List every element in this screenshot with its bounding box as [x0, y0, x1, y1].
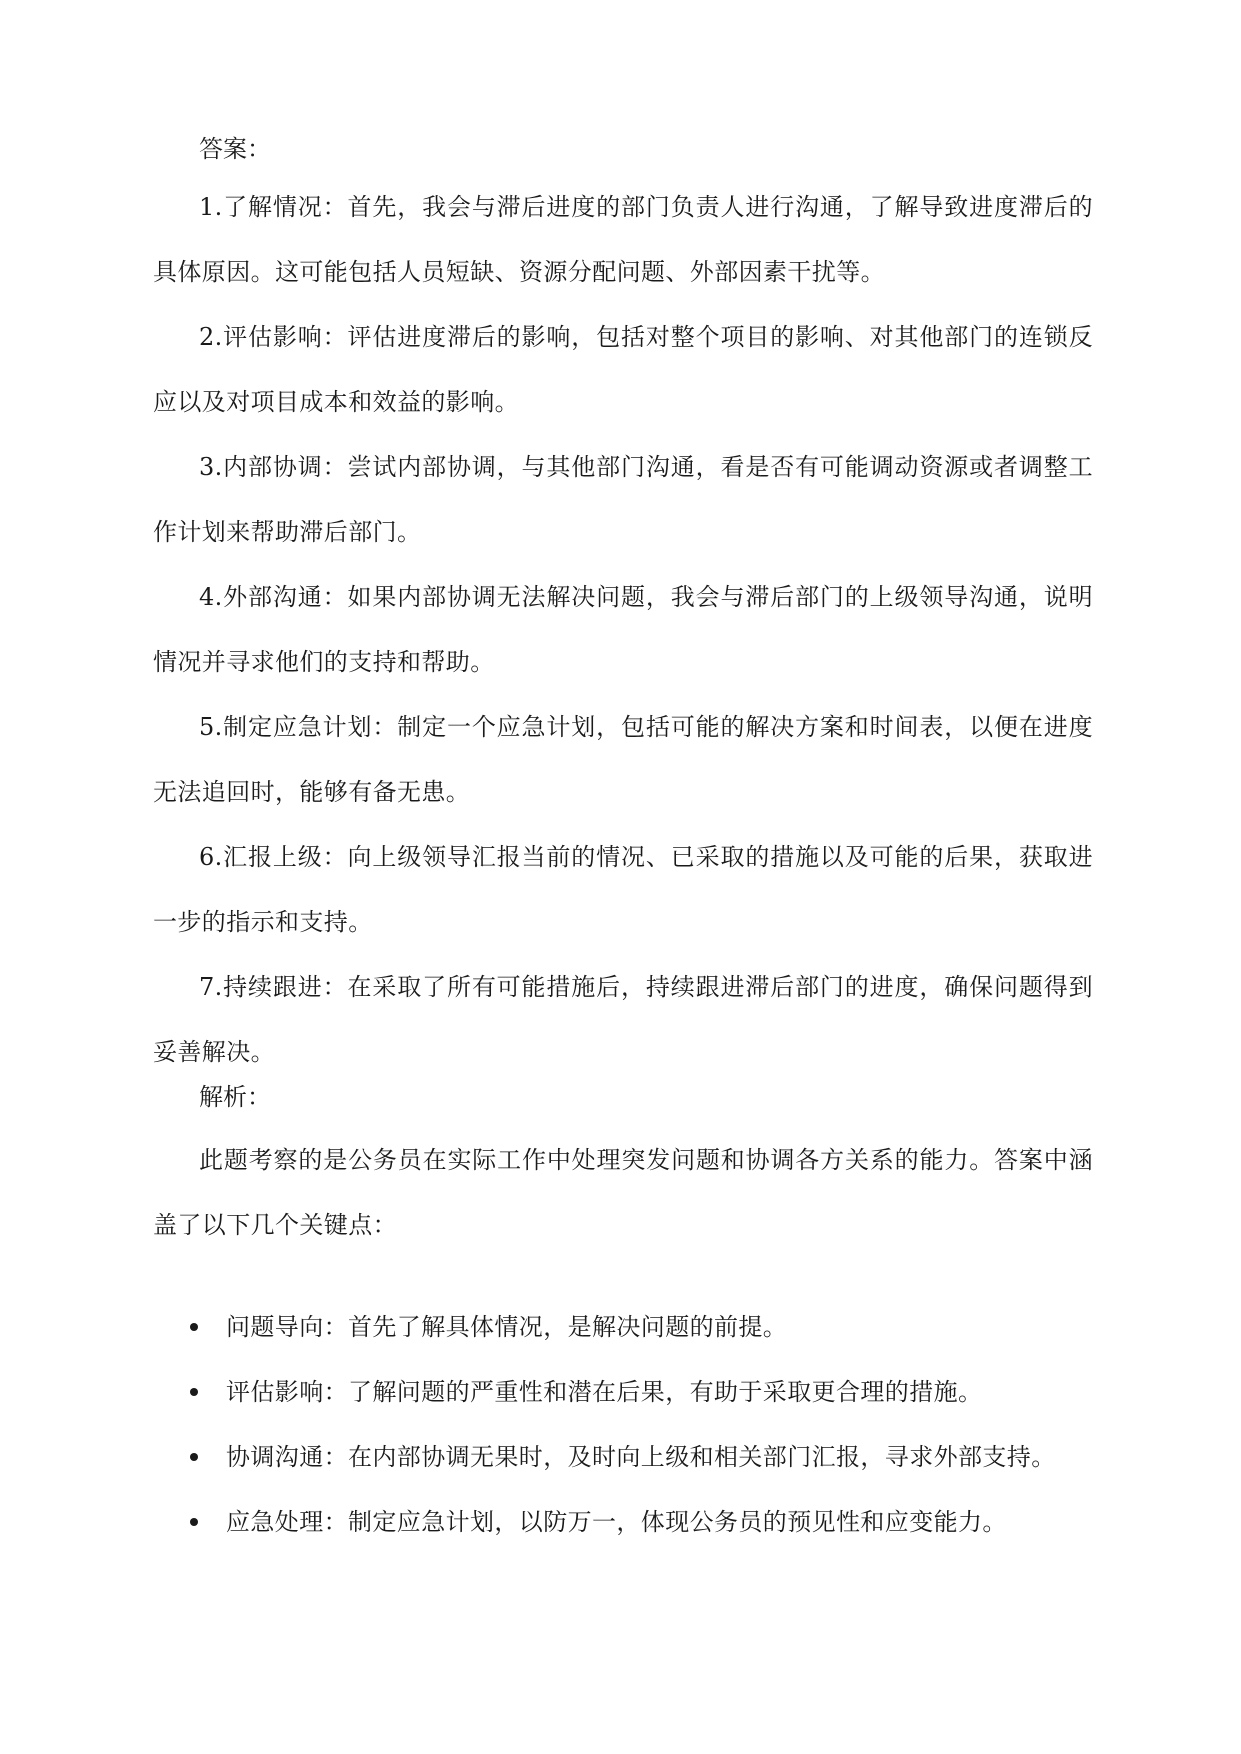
- answer-heading: 答案：: [199, 135, 271, 163]
- answer-step-6: 6.汇报上级：向上级领导汇报当前的情况、已采取的措施以及可能的后果，获取进一步的指示和支持。: [153, 843, 1093, 936]
- bullet-text: 评估影响：了解问题的严重性和潜在后果，有助于采取更合理的措施。: [226, 1378, 983, 1406]
- answer-step-1: 1.了解情况：首先，我会与滞后进度的部门负责人进行沟通，了解导致进度滞后的具体原因。这可能包括人员短缺、资源分配问题、外部因素干扰等。: [153, 193, 1093, 286]
- analysis-bullet-list: [153, 1312, 1093, 1572]
- answer-step-4: 4.外部沟通：如果内部协调无法解决问题，我会与滞后部门的上级领导沟通，说明情况并寻求他们的支持和帮助。: [153, 583, 1093, 676]
- list-item: [153, 1442, 1093, 1507]
- bullet-icon: [190, 1323, 198, 1331]
- list-item: [153, 1507, 1093, 1572]
- bullet-icon: [190, 1453, 198, 1461]
- answer-step-5: 5.制定应急计划：制定一个应急计划，包括可能的解决方案和时间表，以便在进度无法追回时，能够有备无患。: [153, 713, 1093, 806]
- bullet-text: 协调沟通：在内部协调无果时，及时向上级和相关部门汇报，寻求外部支持。: [226, 1443, 1056, 1471]
- bullet-text: 应急处理：制定应急计划，以防万一，体现公务员的预见性和应变能力。: [226, 1508, 1007, 1536]
- analysis-heading: 解析：: [199, 1083, 271, 1111]
- bullet-icon: [190, 1388, 198, 1396]
- bullet-icon: [190, 1518, 198, 1526]
- bullet-text: 问题导向：首先了解具体情况，是解决问题的前提。: [226, 1313, 788, 1341]
- answer-step-3: 3.内部协调：尝试内部协调，与其他部门沟通，看是否有可能调动资源或者调整工作计划来帮助滞后部门。: [153, 453, 1093, 546]
- analysis-intro: 此题考察的是公务员在实际工作中处理突发问题和协调各方关系的能力。答案中涵盖了以下几个关键点：: [153, 1146, 1093, 1239]
- list-item: [153, 1377, 1093, 1442]
- answer-step-2: 2.评估影响：评估进度滞后的影响，包括对整个项目的影响、对其他部门的连锁反应以及对项目成本和效益的影响。: [153, 323, 1093, 416]
- list-item: [153, 1312, 1093, 1377]
- answer-step-7: 7.持续跟进：在采取了所有可能措施后，持续跟进滞后部门的进度，确保问题得到妥善解决。: [153, 973, 1093, 1066]
